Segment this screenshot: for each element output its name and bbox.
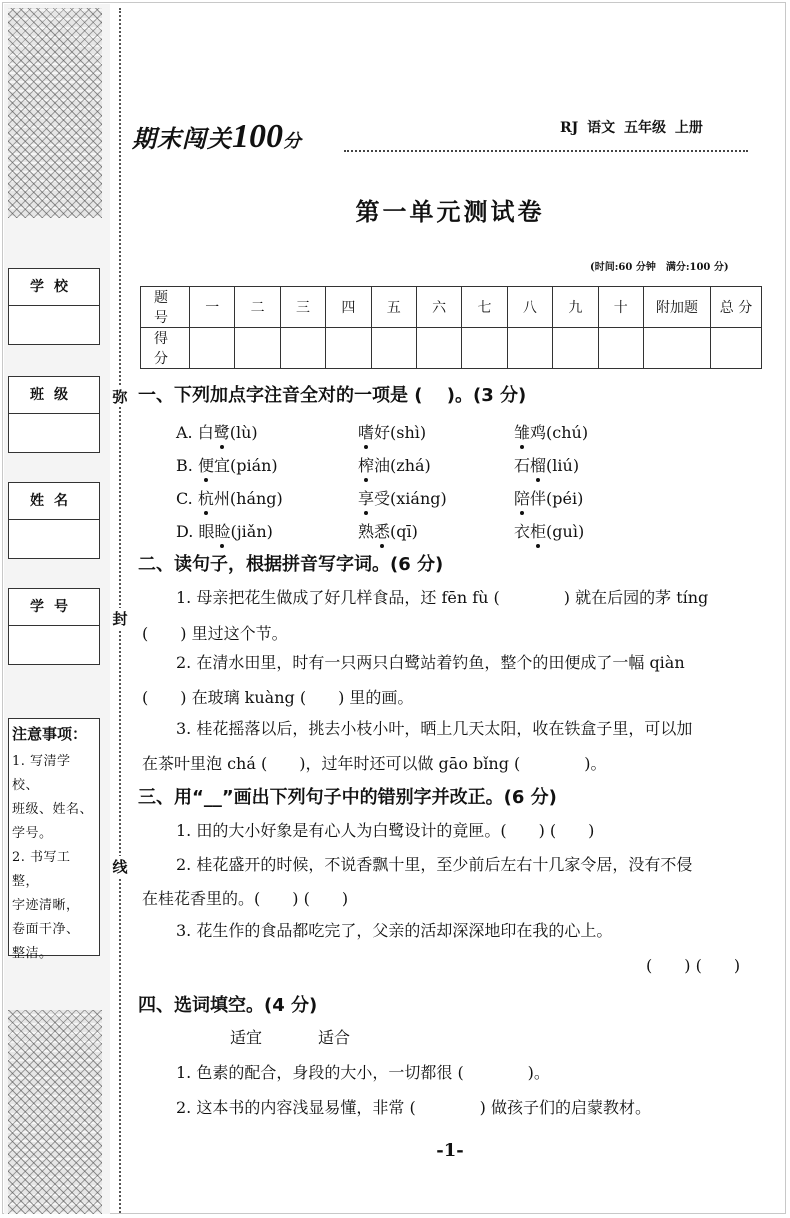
char: 衣 [514,522,531,541]
table-row [141,287,762,328]
question-line: ( ) 里过这个节。 [142,624,288,643]
logo-unit: 分 [283,131,301,152]
column-header: 三 [280,287,325,328]
pinyin: (jiǎn) [230,522,273,541]
option-c-word2 [358,486,447,509]
dotted-char: 柜 [530,519,546,542]
score-cell[interactable] [326,328,371,369]
student-number-field[interactable] [8,588,100,665]
question-line: 在桂花香里的。( ) ( ) [142,889,349,908]
name-field[interactable] [8,482,100,559]
score-cell[interactable] [598,328,643,369]
question-line: 3. 桂花摇落以后，挑去小枝小叶，晒上几天太阳，收在铁盒子里，可以加 [176,719,693,738]
dotted-char: 享 [358,486,374,509]
option-c [176,486,283,509]
dotted-char: 鹭 [214,420,230,443]
column-header: 一 [190,287,235,328]
score-cell[interactable] [644,328,711,369]
option-letter: A. [176,423,193,442]
seal-char-xian: 线 [112,858,128,876]
section-2-heading: 二、读句子，根据拼音写字词。(6 分) [138,554,444,575]
row-label-question: 题 号 [141,287,190,328]
option-letter: C. [176,489,193,508]
notes-item: 字迹清晰， [12,898,80,913]
column-header: 五 [371,287,416,328]
pinyin: (qī) [390,522,418,541]
section-4-heading: 四、选词填空。(4 分) [138,995,318,1016]
score-table [140,286,762,369]
pinyin: (pián) [229,456,278,475]
char: 油 [374,456,391,475]
pinyin: (zhá) [390,456,431,475]
seal-char-feng: 封 [112,610,128,628]
column-header: 七 [462,287,507,328]
question-line: 1. 色素的配合，身段的大小，一切都很 ( )。 [176,1063,550,1082]
name-label: 姓名 [9,483,99,520]
dotted-char: 陪 [514,486,530,509]
table-row [141,328,762,369]
column-header: 六 [416,287,461,328]
question-line: 在茶叶里泡 chá ( )，过年时还可以做 gāo bǐng ( )。 [142,754,607,773]
class-field[interactable] [8,376,100,453]
dotted-char: 雏 [514,420,530,443]
char: 鸡 [530,423,547,442]
section-3-heading: 三、用“__”画出下列句子中的错别字并改正。(6 分) [138,787,557,808]
option-a [176,420,258,443]
pinyin: (shì) [390,423,427,442]
column-header: 总 分 [711,287,762,328]
notes-item: 2. 书写工整， [12,850,71,889]
char: 州 [213,489,230,508]
dotted-char: 榨 [358,453,374,476]
question-line: 1. 田的大小好象是有心人为白鹭设计的竟匣。( ) ( ) [176,821,595,840]
decorative-pattern-bottom [8,1010,102,1214]
column-header: 四 [326,287,371,328]
char: 眼 [198,522,215,541]
notes-box [8,718,100,961]
pinyin: (xiáng) [390,489,447,508]
option-b-word3 [514,453,579,476]
page-number: -1- [436,1140,464,1161]
score-cell[interactable] [711,328,762,369]
notes-item: 1. 写清学校、 [12,754,71,793]
column-header: 二 [235,287,280,328]
dotted-char: 睑 [214,519,230,542]
pinyin: (lù) [229,423,258,442]
question-line: 2. 在清水田里，时有一只两只白鹭站着钓鱼，整个的田便成了一幅 qiàn [176,653,685,672]
option-letter: D. [176,522,194,541]
pinyin: (guì) [546,522,585,541]
name-blank[interactable] [9,520,99,558]
notes-item: 学号。 [12,826,53,841]
char: 熟 [358,522,375,541]
option-b-word2 [358,453,431,476]
dotted-char: 便 [198,453,214,476]
char: 宜 [213,456,230,475]
student-number-blank[interactable] [9,626,99,664]
column-header: 十 [598,287,643,328]
pinyin: (chú) [546,423,589,442]
student-number-label: 学号 [9,589,99,626]
notes-item: 班级、姓名、 [12,802,94,817]
question-line: 1. 母亲把花生做成了好几样食品，还 fēn fù ( ) 就在后园的茅 tíng [176,588,709,607]
char: 石 [514,456,531,475]
question-line: ( ) 在玻璃 kuàng ( ) 里的画。 [142,688,414,707]
question-line: 2. 这本书的内容浅显易懂，非常 ( ) 做孩子们的启蒙教材。 [176,1098,652,1117]
score-cell[interactable] [553,328,598,369]
logo-main: 期末闯关 [132,125,232,153]
dotted-char: 悉 [374,519,390,542]
char: 好 [374,423,391,442]
class-blank[interactable] [9,414,99,452]
school-blank[interactable] [9,306,99,344]
decorative-pattern-top [8,8,102,218]
class-label: 班级 [9,377,99,414]
logo-number: 100 [232,118,283,155]
option-c-word3 [514,486,583,509]
option-d [176,519,273,542]
score-cell[interactable] [235,328,280,369]
time-limit-note: (时间:60 分钟 满分:100 分) [590,262,729,273]
column-header: 九 [553,287,598,328]
pinyin: (péi) [546,489,584,508]
dotted-char: 榴 [530,453,546,476]
score-cell[interactable] [416,328,461,369]
option-b [176,453,278,476]
header-divider [344,150,748,152]
notes-item: 卷面干净、 [12,922,80,937]
notes-title: 注意事项： [12,725,88,743]
score-cell[interactable] [190,328,235,369]
row-label-score: 得 分 [141,328,190,369]
series-logo [132,118,301,156]
seal-char-mi: 弥 [112,388,128,406]
option-a-word2 [358,420,426,443]
column-header: 附加题 [644,287,711,328]
dotted-char: 嗜 [358,420,374,443]
option-a-word3 [514,420,588,443]
question-line: 3. 花生作的食品都吃完了，父亲的活却深深地印在我的心上。 [176,921,613,940]
school-label: 学校 [9,269,99,306]
school-field[interactable] [8,268,100,345]
pinyin: (háng) [229,489,283,508]
edition-label: RJ 语文 五年级 上册 [560,120,703,136]
page-title: 第一单元测试卷 [355,197,545,226]
dotted-char: 杭 [198,486,214,509]
score-cell[interactable] [280,328,325,369]
option-d-word3 [514,519,584,542]
score-cell[interactable] [371,328,416,369]
char: 受 [374,489,391,508]
question-line: 2. 桂花盛开的时候，不说香飘十里，至少前后左右十几家令居，没有不侵 [176,855,693,874]
answer-blanks[interactable]: ( ) ( ) [646,956,741,975]
char: 白 [197,423,214,442]
option-d-word2 [358,519,418,542]
score-cell[interactable] [507,328,552,369]
notes-item: 整洁。 [12,946,53,961]
word-choice-1: 适宜 [230,1028,263,1047]
score-cell[interactable] [462,328,507,369]
column-header: 八 [507,287,552,328]
word-choice-2: 适合 [318,1028,351,1047]
section-1-heading: 一、下列加点字注音全对的一项是 ( )。(3 分) [138,385,527,406]
option-letter: B. [176,456,193,475]
pinyin: (liú) [546,456,580,475]
char: 伴 [530,489,547,508]
